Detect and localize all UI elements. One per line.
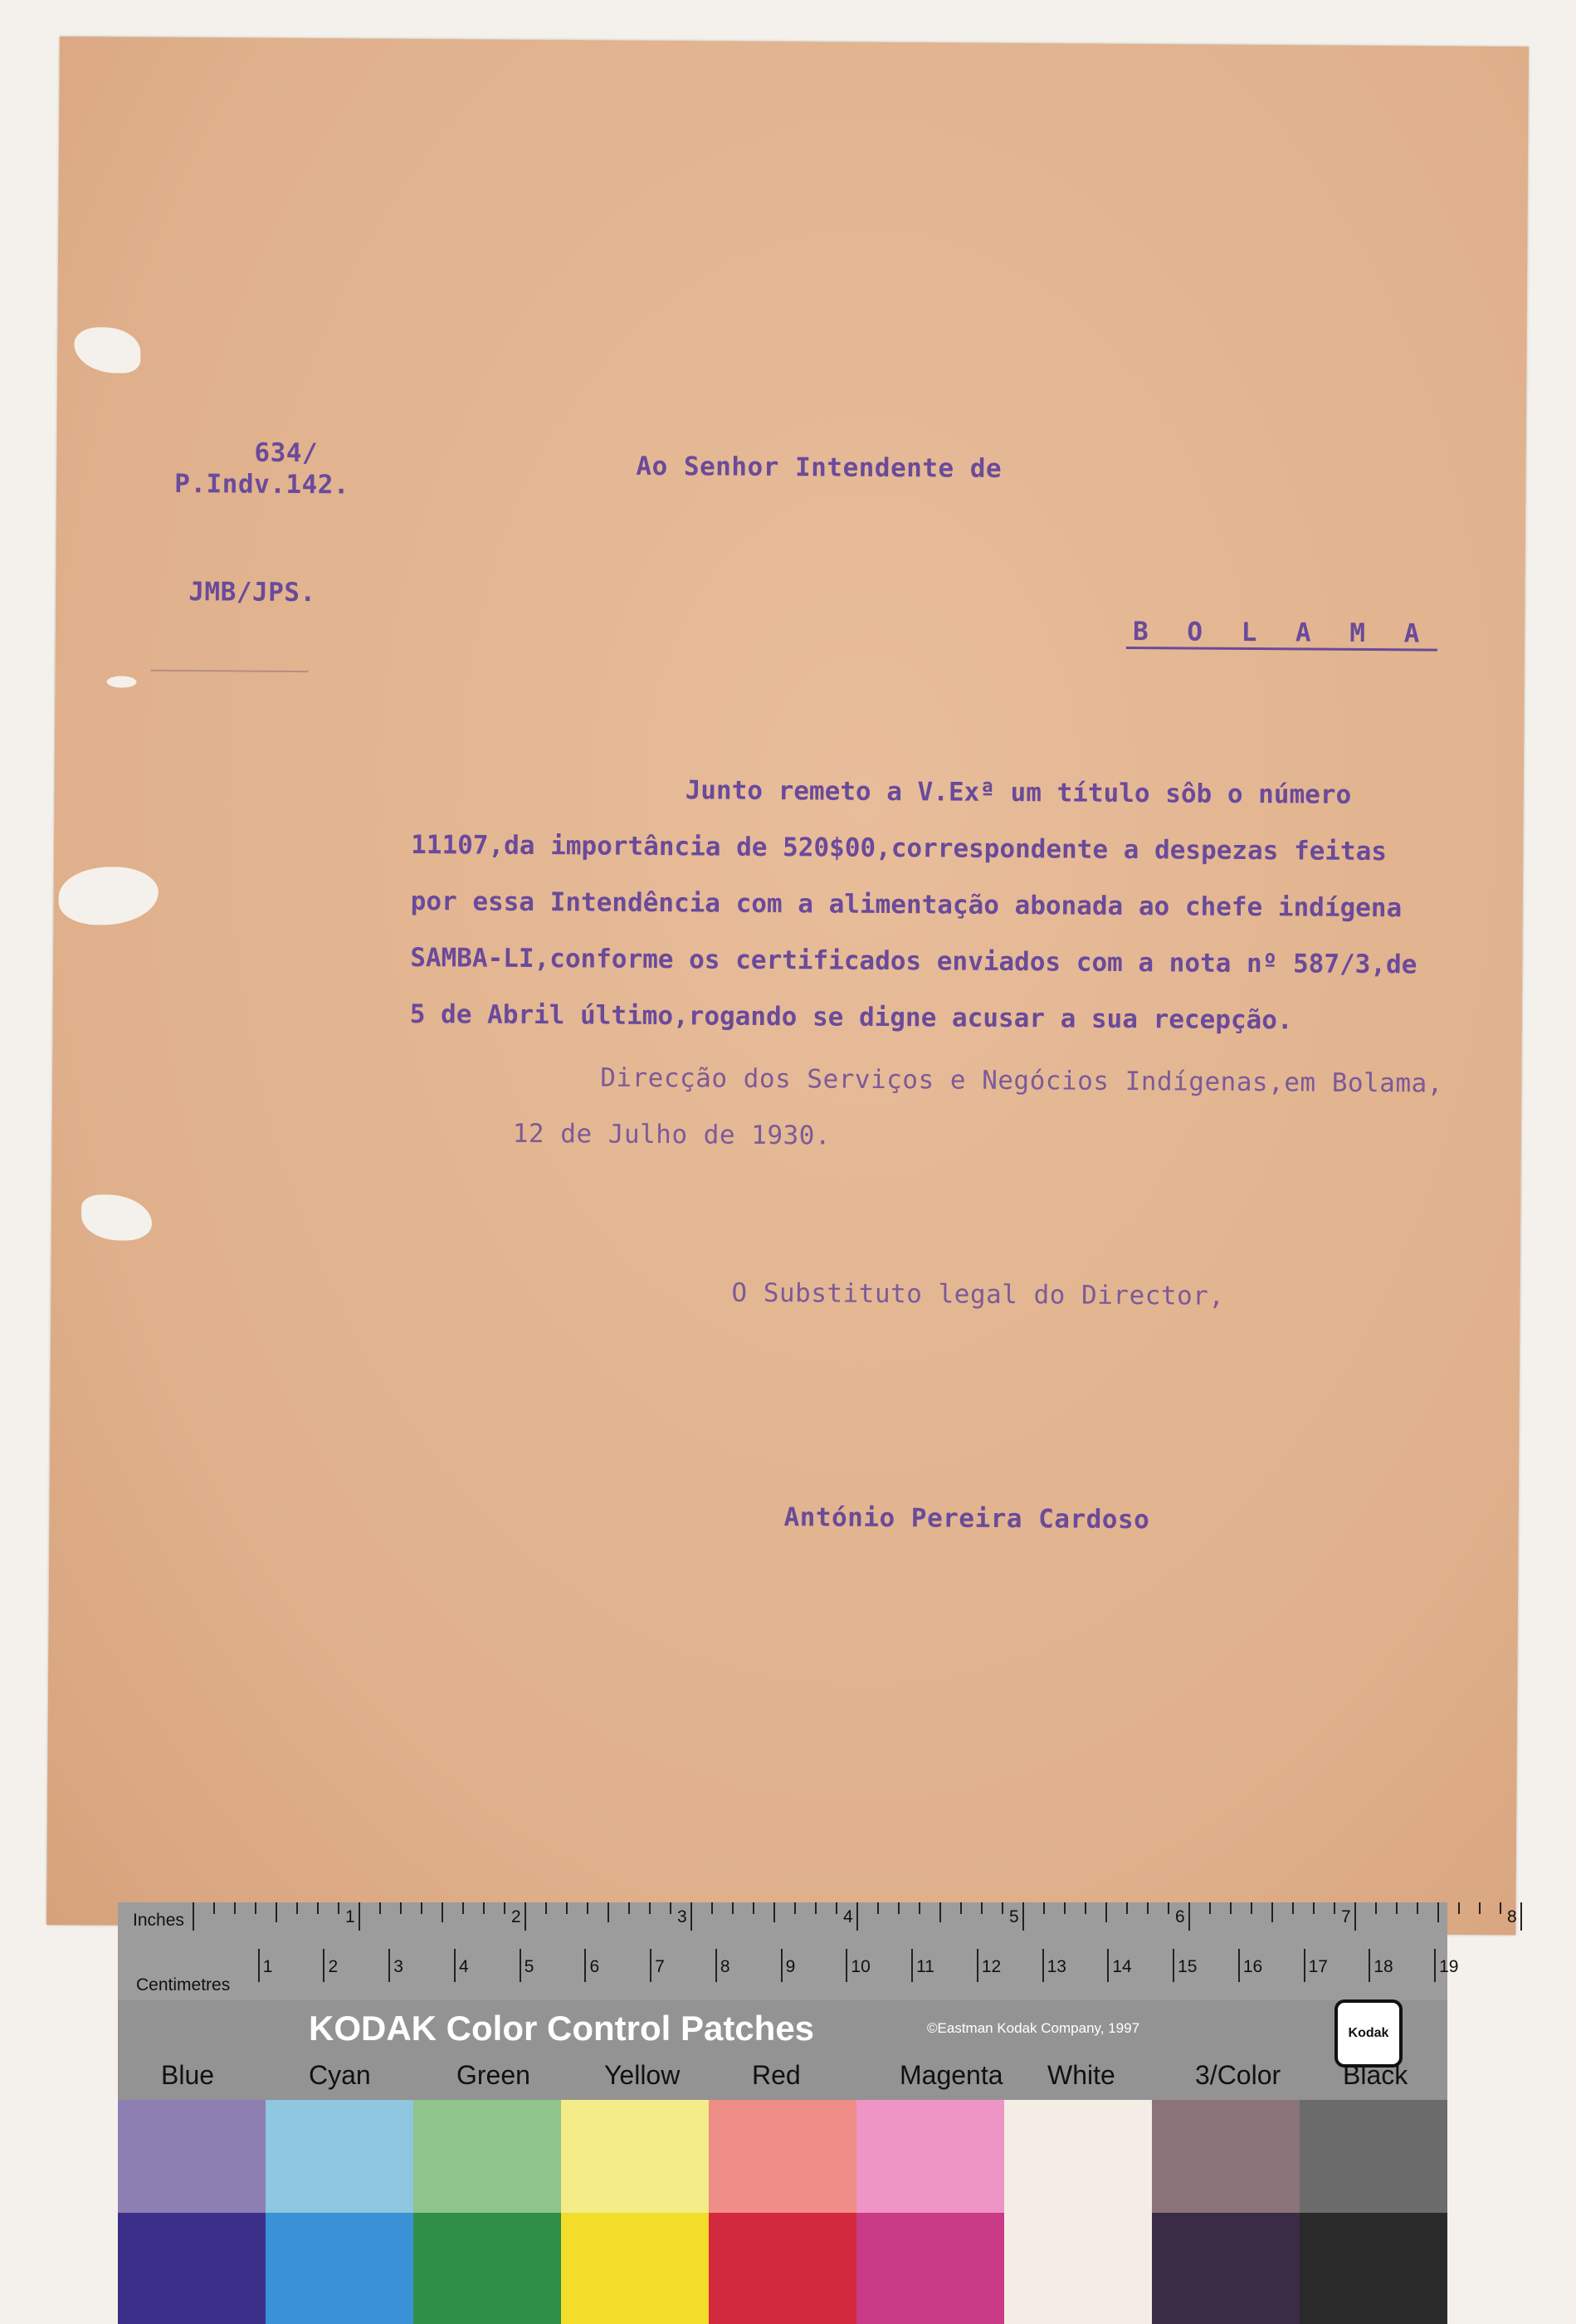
inch-tick [1251, 1902, 1252, 1914]
cm-number: 5 [524, 1957, 534, 1976]
patch-3-color-light [1152, 2100, 1300, 2213]
cm-number: 8 [720, 1957, 730, 1976]
divider [151, 670, 309, 672]
inch-tick [690, 1902, 692, 1931]
patch-red-light [709, 2100, 856, 2213]
inch-tick [1375, 1902, 1377, 1914]
cm-number: 17 [1308, 1957, 1328, 1976]
addressee: Ao Senhor Intendente de [636, 451, 1003, 484]
inch-tick [379, 1902, 381, 1914]
cm-number: 12 [981, 1957, 1002, 1976]
inch-tick [504, 1902, 505, 1914]
cm-number: 2 [328, 1957, 339, 1976]
inch-tick [400, 1902, 402, 1914]
initials: JMB/JPS. [188, 577, 316, 608]
patch-magenta-dark [856, 2213, 1004, 2324]
patch-label: 3/Color [1195, 2060, 1281, 2090]
signatory: António Pereira Cardoso [783, 1502, 1150, 1536]
inch-tick [462, 1902, 464, 1914]
inch-tick [1500, 1902, 1501, 1914]
inch-tick [1417, 1902, 1418, 1914]
cm-number: 7 [655, 1957, 665, 1976]
inch-tick [1292, 1902, 1294, 1914]
cm-tick [1173, 1949, 1174, 1982]
signoff: O Substituto legal do Director, [731, 1277, 1225, 1311]
inch-tick [1126, 1902, 1128, 1914]
cm-tick [323, 1949, 324, 1982]
inch-tick [815, 1902, 817, 1914]
inch-tick [566, 1902, 568, 1914]
inch-tick [1168, 1902, 1169, 1914]
inch-tick [607, 1902, 609, 1922]
cm-tick [715, 1949, 717, 1982]
inch-tick [1002, 1902, 1003, 1914]
patch-yellow-dark [561, 2213, 709, 2324]
inch-tick [1479, 1902, 1481, 1914]
inch-number: 1 [345, 1907, 355, 1926]
inch-tick [1064, 1902, 1066, 1914]
inch-number: 8 [1507, 1907, 1517, 1926]
cm-tick [1238, 1949, 1240, 1982]
inch-number: 6 [1175, 1907, 1185, 1926]
inch-tick [525, 1902, 526, 1931]
inch-tick [649, 1902, 651, 1914]
inch-tick [359, 1902, 360, 1931]
centimetres-label: Centimetres [136, 1975, 231, 1994]
patch-label: Cyan [309, 2060, 371, 2090]
page-tear [107, 676, 137, 687]
cm-tick [781, 1949, 783, 1982]
patch-label: White [1047, 2060, 1115, 2090]
inch-tick [1022, 1902, 1024, 1931]
cm-tick [977, 1949, 978, 1982]
page-tear [74, 327, 140, 374]
inch-tick [939, 1902, 941, 1922]
inch-tick [1209, 1902, 1211, 1914]
inch-tick [421, 1902, 422, 1914]
patch-red-dark [709, 2213, 856, 2324]
cm-tick [258, 1949, 260, 1982]
patch-yellow-light [561, 2100, 709, 2213]
cm-number: 1 [262, 1957, 273, 1976]
patch-cyan-light [266, 2100, 413, 2213]
inch-tick [753, 1902, 754, 1914]
inch-tick [1188, 1902, 1190, 1931]
inch-tick [545, 1902, 547, 1914]
inch-tick [898, 1902, 900, 1914]
body-line: SAMBA-LI,conforme os certificados enviados com a nota nº 587/3,de [410, 942, 1417, 980]
inch-tick [1105, 1902, 1107, 1922]
date-line: 12 de Julho de 1930. [512, 1118, 832, 1151]
inch-tick [213, 1902, 215, 1914]
cm-number: 4 [458, 1957, 469, 1976]
patch-green-dark [413, 2213, 561, 2324]
inch-number: 5 [1009, 1907, 1019, 1926]
patch-white-light [1004, 2100, 1152, 2213]
reference-number: 634/ [254, 437, 319, 469]
inch-tick [877, 1902, 879, 1914]
cm-tick [846, 1949, 847, 1982]
cm-number: 6 [589, 1957, 600, 1976]
process-reference: P.Indv.142. [174, 468, 350, 500]
inch-tick [732, 1902, 734, 1914]
letter-body [409, 774, 1523, 1063]
inch-tick [628, 1902, 630, 1914]
cm-tick [1369, 1949, 1370, 1982]
cm-number: 9 [785, 1957, 796, 1976]
patch-label: Yellow [604, 2060, 681, 2090]
patch-label: Green [456, 2060, 530, 2090]
cm-number: 13 [1047, 1957, 1066, 1976]
inch-tick [960, 1902, 962, 1914]
inch-tick [1271, 1902, 1273, 1922]
inch-tick [338, 1902, 339, 1914]
patch-label: Magenta [900, 2060, 1003, 2090]
inch-tick [483, 1902, 485, 1914]
cm-tick [520, 1949, 521, 1982]
cm-tick [584, 1949, 586, 1982]
inches-label: Inches [133, 1911, 184, 1930]
inch-tick [1230, 1902, 1232, 1914]
page-tear [81, 1194, 152, 1241]
inch-tick [1354, 1902, 1356, 1931]
cm-number: 19 [1439, 1957, 1459, 1976]
inch-tick [193, 1902, 194, 1931]
kodak-color-card [118, 1902, 1517, 2324]
patch-magenta-light [856, 2100, 1004, 2213]
patch-label: Black [1343, 2060, 1408, 2090]
inch-tick [1085, 1902, 1086, 1914]
inch-tick [442, 1902, 443, 1922]
inch-number: 7 [1341, 1907, 1351, 1926]
inch-tick [856, 1902, 858, 1931]
inch-number: 2 [511, 1907, 521, 1926]
kodak-title: KODAK Color Control Patches [309, 2009, 815, 2048]
inch-tick [1520, 1902, 1522, 1931]
cm-number: 15 [1178, 1957, 1198, 1976]
patch-blue-light [118, 2100, 266, 2213]
cm-number: 11 [916, 1957, 934, 1976]
page-tear [59, 867, 159, 925]
patch-label: Blue [161, 2060, 215, 2090]
body-line: 5 de Abril último,rogando se digne acusar a sua recepção. [409, 998, 1293, 1036]
inch-tick [296, 1902, 298, 1914]
inch-tick [1458, 1902, 1460, 1914]
inch-tick [1043, 1902, 1045, 1914]
inch-tick [1396, 1902, 1398, 1914]
inch-tick [711, 1902, 713, 1914]
ruler [118, 1902, 1517, 2000]
patch-label: Red [752, 2060, 801, 2090]
patch-row-top [118, 2100, 1447, 2213]
cm-tick [650, 1949, 651, 1982]
body-line: por essa Intendência com a alimentação abonada ao chefe indígena [410, 886, 1403, 924]
kodak-logo-text: Kodak [1348, 2026, 1389, 2040]
patch-black-dark [1300, 2213, 1447, 2324]
kodak-copyright: ©Eastman Kodak Company, 1997 [927, 2020, 1140, 2036]
inch-tick [234, 1902, 236, 1914]
paper-sheet [46, 37, 1529, 1935]
patch-cyan-dark [266, 2213, 413, 2324]
patch-white-dark [1004, 2213, 1152, 2324]
inch-tick [981, 1902, 983, 1914]
inch-tick [317, 1902, 319, 1914]
inch-tick [1147, 1902, 1149, 1914]
cm-number: 18 [1374, 1957, 1393, 1976]
cm-tick [911, 1949, 913, 1982]
cm-number: 16 [1242, 1957, 1263, 1976]
location-line: Direcção dos Serviços e Negócios Indígenas,em Bolama, [600, 1062, 1444, 1099]
patch-labels [118, 2060, 1447, 2100]
cm-tick [1042, 1949, 1044, 1982]
cm-tick [454, 1949, 456, 1982]
body-line: 11107,da importância de 520$00,correspondente a despezas feitas [411, 829, 1388, 867]
patch-3-color-dark [1152, 2213, 1300, 2324]
body-line: Junto remeto a V.Exª um título sôb o número [685, 775, 1352, 810]
cm-number: 10 [851, 1957, 871, 1976]
kodak-logo [1334, 1999, 1403, 2068]
inch-tick [587, 1902, 588, 1914]
cm-tick [388, 1949, 390, 1982]
inch-tick [1334, 1902, 1335, 1914]
inch-tick [670, 1902, 671, 1914]
inch-tick [276, 1902, 277, 1922]
patch-blue-dark [118, 2213, 266, 2324]
cm-tick [1434, 1949, 1436, 1982]
patch-green-light [413, 2100, 561, 2213]
inch-number: 3 [677, 1907, 687, 1926]
inch-tick [773, 1902, 775, 1922]
patch-black-light [1300, 2100, 1447, 2213]
cm-number: 14 [1112, 1957, 1132, 1976]
inch-tick [794, 1902, 796, 1914]
inch-tick [1437, 1902, 1439, 1922]
inch-tick [836, 1902, 837, 1914]
inch-tick [255, 1902, 256, 1914]
place-name-text: B O L A M A [1126, 617, 1438, 652]
inch-tick [919, 1902, 920, 1914]
inch-tick [1313, 1902, 1315, 1914]
inch-number: 4 [843, 1907, 853, 1926]
cm-tick [1304, 1949, 1305, 1982]
place-name [1126, 617, 1438, 649]
patch-row-bottom [118, 2213, 1447, 2324]
cm-number: 3 [393, 1957, 403, 1976]
cm-tick [1107, 1949, 1109, 1982]
